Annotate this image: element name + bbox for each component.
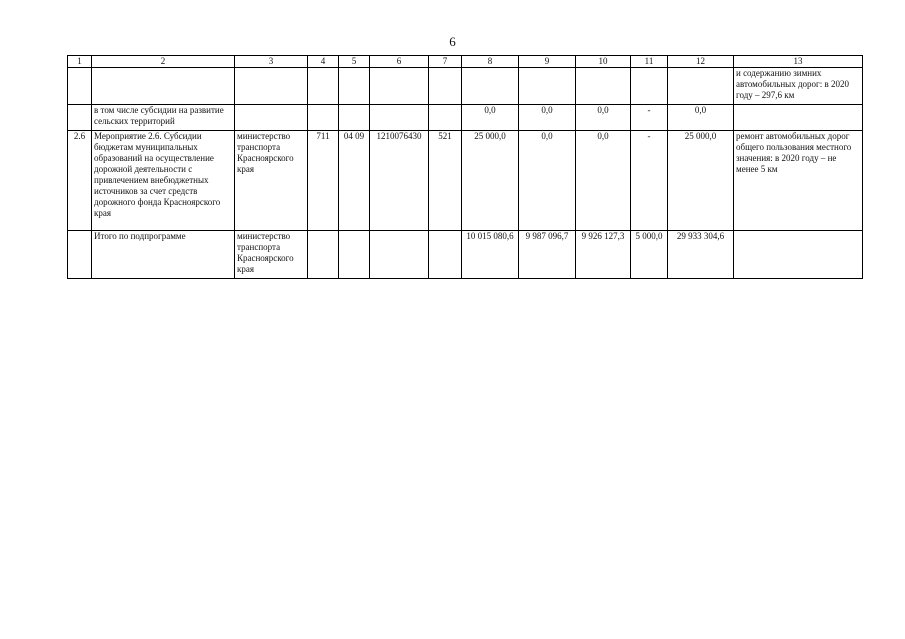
header-row (68, 56, 863, 68)
header-cell: 11 (631, 56, 668, 68)
header-cell: 4 (308, 56, 339, 68)
table-cell (429, 231, 462, 279)
table-cell: 29 933 304,6 (668, 231, 734, 279)
table-row (68, 231, 863, 279)
table-cell: - (631, 131, 668, 231)
table-cell: 9 926 127,3 (576, 231, 631, 279)
table-cell (68, 231, 92, 279)
header-cell: 1 (68, 56, 92, 68)
table-cell (370, 231, 429, 279)
program-table (67, 55, 863, 279)
table-cell: 521 (429, 131, 462, 231)
table-cell: в том числе субсидии на развитие сельских территорий (92, 105, 235, 131)
table-cell: 1210076430 (370, 131, 429, 231)
table-cell: министерство транспорта Красноярского края (235, 131, 308, 231)
header-cell: 8 (462, 56, 519, 68)
table-cell: 0,0 (519, 131, 576, 231)
table-cell: 25 000,0 (462, 131, 519, 231)
table-row (68, 105, 863, 131)
table-cell: 0,0 (462, 105, 519, 131)
header-cell: 9 (519, 56, 576, 68)
table-cell: 04 09 (339, 131, 370, 231)
table-cell (734, 105, 863, 131)
table-cell (339, 105, 370, 131)
table-cell (235, 68, 308, 105)
header-cell: 2 (92, 56, 235, 68)
header-cell: 10 (576, 56, 631, 68)
table-cell (370, 68, 429, 105)
header-cell: 6 (370, 56, 429, 68)
table-cell: Мероприятие 2.6. Субсидии бюджетам муниципальных образований на осуществление дорожной деятельности с привлечением внебюджетных источников за счет средств дорожного фонда Красноярского края (92, 131, 235, 231)
table-cell (68, 68, 92, 105)
table-cell (668, 68, 734, 105)
page-number: 6 (449, 34, 456, 49)
table-cell (235, 105, 308, 131)
table-cell: министерство транспорта Красноярского края (235, 231, 308, 279)
table-cell: 0,0 (519, 105, 576, 131)
header-cell: 12 (668, 56, 734, 68)
table-cell: 10 015 080,6 (462, 231, 519, 279)
table-cell (519, 68, 576, 105)
table-cell: 25 000,0 (668, 131, 734, 231)
table-cell (429, 105, 462, 131)
table-cell (308, 105, 339, 131)
table-cell: 2.6 (68, 131, 92, 231)
table-cell: - (631, 105, 668, 131)
table-cell: 0,0 (668, 105, 734, 131)
table-cell: 0,0 (576, 105, 631, 131)
header-cell: 7 (429, 56, 462, 68)
table-cell (734, 231, 863, 279)
table-cell: 711 (308, 131, 339, 231)
header-cell: 5 (339, 56, 370, 68)
table-cell (370, 105, 429, 131)
table-cell: 9 987 096,7 (519, 231, 576, 279)
table-cell (631, 68, 668, 105)
table-cell (308, 231, 339, 279)
table-cell (462, 68, 519, 105)
table-cell: 0,0 (576, 131, 631, 231)
table-cell: 5 000,0 (631, 231, 668, 279)
header-cell: 3 (235, 56, 308, 68)
table-cell: ремонт автомобильных дорог общего пользования местного значения: в 2020 году – не менее 5 км (734, 131, 863, 231)
table-cell: и содержанию зимних автомобильных дорог: в 2020 году – 297,6 км (734, 68, 863, 105)
table-cell (429, 68, 462, 105)
header-cell: 13 (734, 56, 863, 68)
table-cell: Итого по подпрограмме (92, 231, 235, 279)
table-row (68, 131, 863, 231)
table-cell (576, 68, 631, 105)
table-cell (68, 105, 92, 131)
table-cell (339, 68, 370, 105)
table-row (68, 68, 863, 105)
table-cell (92, 68, 235, 105)
table-cell (308, 68, 339, 105)
table-cell (339, 231, 370, 279)
